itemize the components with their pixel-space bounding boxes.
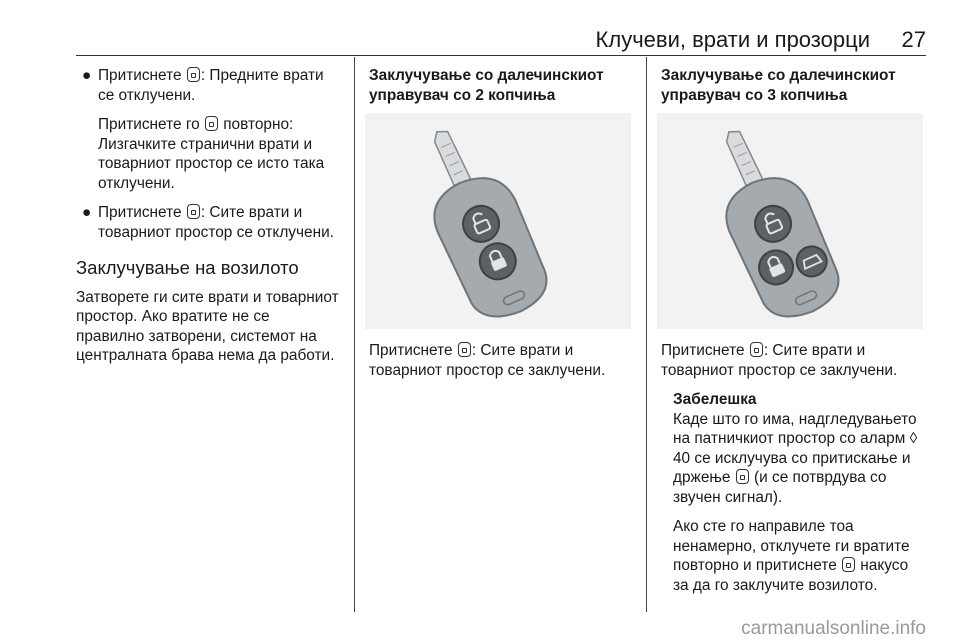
header-rule: [76, 55, 926, 56]
column-divider-2: [646, 57, 647, 612]
column-2: [369, 66, 633, 390]
remote-key-2-buttons-image: [365, 113, 631, 329]
column-1: [76, 66, 342, 376]
body-paragraph: Затворете ги сите врати и товарниот простор. Ако вратите не се правилно затворени, системот на централната брава нема да работи.: [76, 288, 339, 364]
page-number: 27: [901, 27, 926, 52]
column-3: [661, 66, 927, 605]
unlock-icon: [187, 204, 200, 219]
watermark: carmanualsonline.info: [741, 618, 926, 639]
note-box: [661, 390, 927, 595]
list-item: ● Притиснете : Сите врати и товарниот простор се отклучени.: [82, 204, 334, 241]
lock-icon: [458, 342, 471, 357]
note-paragraph: Ако сте го направиле тоа ненамерно, отклучете ги вратите повторно и притиснете накусо за да го заклучите возилото.: [673, 518, 910, 594]
bullet-dot: ●: [82, 67, 92, 84]
list-item: ● Притиснете : Предните врати се отклучени.: [82, 67, 324, 104]
lock-icon: [736, 469, 749, 484]
unlock-icon: [187, 67, 200, 82]
bullet-dot: ●: [82, 204, 92, 221]
lock-icon: [842, 557, 855, 572]
reference-link[interactable]: ◊ 40: [673, 430, 918, 467]
page-title: Клучеви, врати и прозорци: [595, 27, 870, 52]
image-caption: Притиснете : Сите врати и товарниот простор се заклучени.: [369, 342, 606, 379]
note-paragraph: Каде што го има, надгледувањето на патничкиот простор со аларм ◊ 40 се исклучува со притискање и држење (и се потврдува со звучен сигнал).: [673, 410, 918, 506]
list-item-continuation: Притиснете го повторно: Лизгачките странични врати и товарниот простор се исто така отклучени.: [98, 116, 325, 192]
section-heading: Заклучување на возилото: [76, 257, 299, 278]
note-title: Забелешка: [673, 391, 757, 408]
unlock-icon: [205, 116, 218, 131]
section-heading: Заклучување со далечинскиот управувач со 2 копчиња: [369, 67, 604, 104]
image-caption: Притиснете : Сите врати и товарниот простор се заклучени.: [661, 342, 898, 379]
lock-icon: [750, 342, 763, 357]
remote-key-3-buttons-image: [657, 113, 923, 329]
column-divider-1: [354, 57, 355, 612]
section-heading: Заклучување со далечинскиот управувач со 3 копчиња: [661, 67, 896, 104]
page-header: [76, 22, 926, 52]
